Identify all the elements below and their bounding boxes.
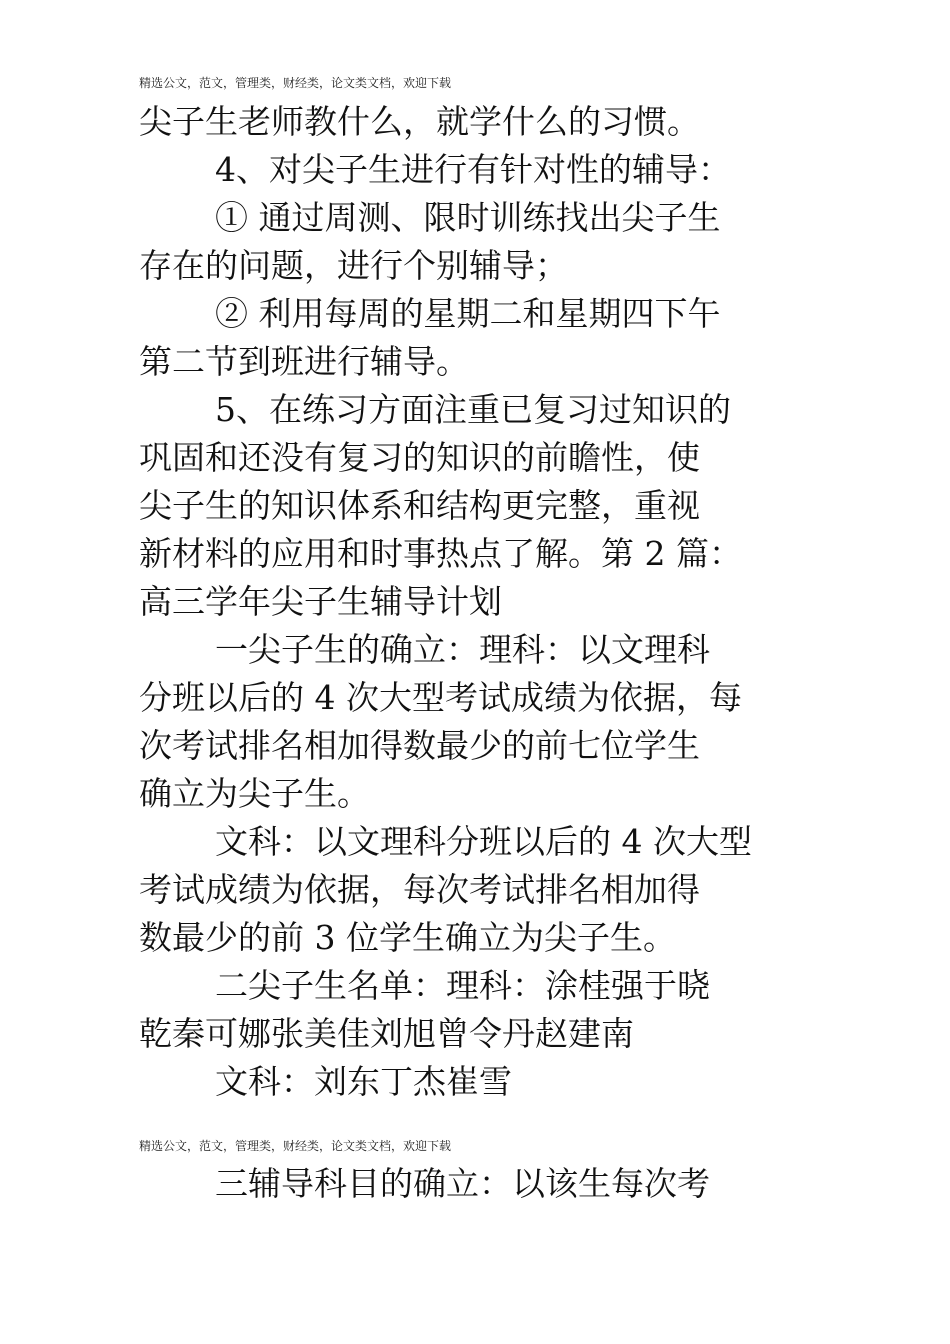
text-line-7: 5、在练习方面注重已复习过知识的 [215,390,731,429]
document-body-top [139,98,829,1106]
text-line-16: 文科：以文理科分班以后的 4 次大型 [215,822,752,861]
text-line-20: 乾秦可娜张美佳刘旭曾令丹赵建南 [139,1014,634,1053]
text-line-15: 确立为尖子生。 [139,774,370,813]
text-line-11: 高三学年尖子生辅导计划 [139,582,502,621]
text-line-21: 文科：刘东丁杰崔雪 [215,1062,512,1101]
text-line-14: 次考试排名相加得数最少的前七位学生 [139,726,700,765]
text-line-12: 一尖子生的确立：理科：以文理科 [215,630,710,669]
text-line-8: 巩固和还没有复习的知识的前瞻性，使 [139,438,700,477]
text-line-13: 分班以后的 4 次大型考试成绩为依据，每 [139,678,742,717]
text-line-2: 4、对尖子生进行有针对性的辅导： [215,150,731,189]
text-line-9: 尖子生的知识体系和结构更完整，重视 [139,486,700,525]
page-footer-header: 精选公文，范文，管理类，财经类，论文类文档，欢迎下载 [139,1139,452,1153]
page-header: 精选公文，范文，管理类，财经类，论文类文档，欢迎下载 [139,76,452,90]
text-line-1: 尖子生老师教什么，就学什么的习惯。 [139,102,700,141]
text-line-6: 第二节到班进行辅导。 [139,342,469,381]
text-line-17: 考试成绩为依据，每次考试排名相加得 [139,870,700,909]
text-line-5: ② 利用每周的星期二和星期四下午 [215,294,721,333]
text-line-10: 新材料的应用和时事热点了解。第 2 篇： [139,534,742,573]
text-line-3: ① 通过周测、限时训练找出尖子生 [215,198,721,237]
text-line-18: 数最少的前 3 位学生确立为尖子生。 [139,918,676,957]
document-body-bottom [139,1160,829,1208]
text-line-4: 存在的问题，进行个别辅导； [139,246,568,285]
text-line-22: 三辅导科目的确立：以该生每次考 [215,1164,710,1203]
text-line-19: 二尖子生名单：理科：涂桂强于晓 [215,966,710,1005]
